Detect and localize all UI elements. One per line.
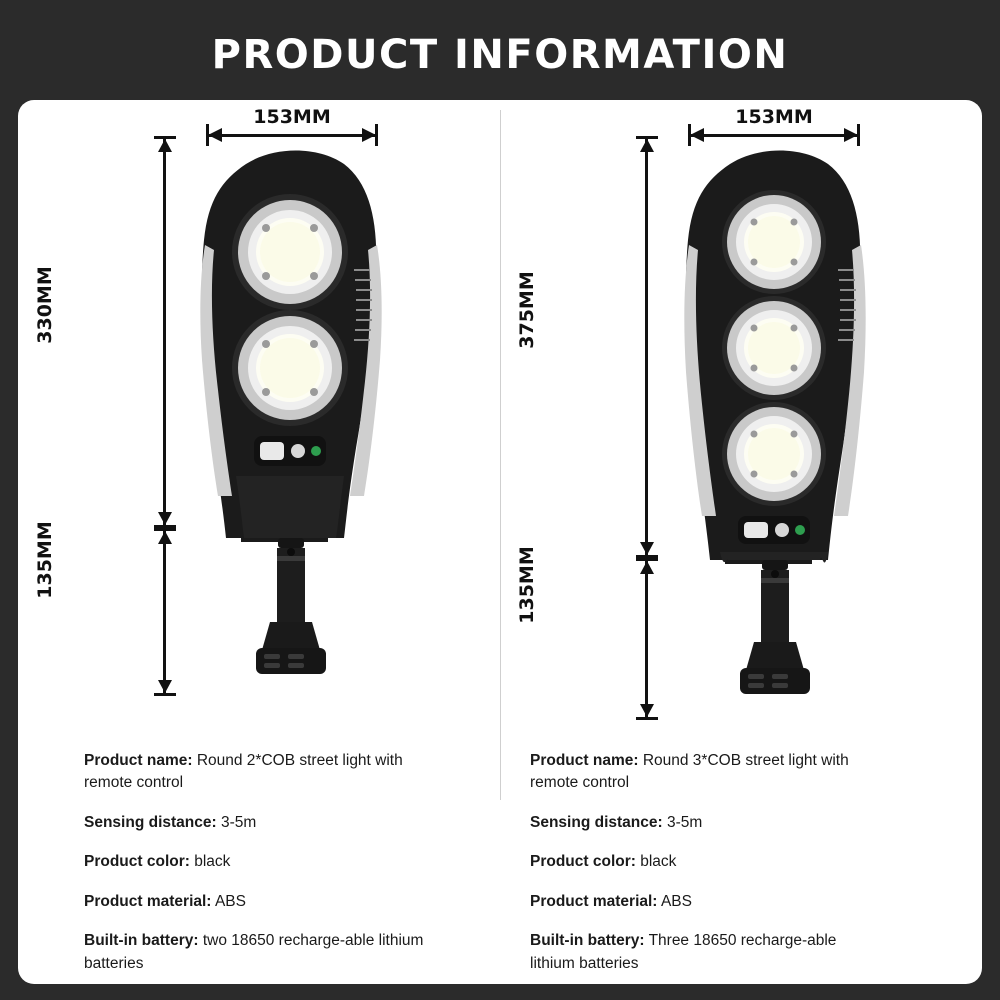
page-title: PRODUCT INFORMATION (211, 32, 789, 78)
dimension-bar (645, 558, 648, 720)
spec-key: Product color: (84, 853, 190, 871)
spec-row (84, 891, 424, 913)
arrow-up-icon (640, 139, 654, 152)
spec-key: Product material: (84, 892, 212, 910)
arrow-up-icon (640, 561, 654, 574)
spec-row (84, 930, 424, 975)
spec-row (530, 891, 870, 913)
width-dimension-label: 153MM (253, 106, 331, 128)
arrow-up-icon (158, 139, 172, 152)
content-card (18, 100, 982, 984)
dimension-bar (163, 528, 166, 696)
spec-key: Sensing distance: (84, 813, 217, 831)
arrow-down-icon (158, 512, 172, 525)
spec-value: Round 3*COB street light with remote control (530, 752, 849, 792)
spec-row (84, 851, 424, 873)
arrow-down-icon (640, 542, 654, 555)
spec-value: black (640, 853, 677, 871)
spec-key: Product name: (84, 752, 193, 769)
product-panel-right (500, 100, 982, 984)
spec-row (530, 812, 870, 834)
spec-key: Product color: (530, 853, 636, 871)
pole-height-label-right: 135MM (516, 546, 538, 624)
spec-value: ABS (214, 892, 246, 910)
spec-value: two 18650 recharge-able lithium batteries (84, 932, 424, 972)
body-height-dimension-left (154, 136, 176, 528)
product-image-3cob (662, 130, 892, 730)
spec-key: Product name: (530, 752, 639, 769)
pole-height-dimension-left (154, 528, 176, 696)
spec-row (84, 750, 424, 795)
spec-value: Three 18650 recharge-able lithium batteries (530, 932, 837, 972)
spec-key: Product material: (530, 892, 658, 910)
specs-right (530, 750, 870, 992)
spec-value: Round 2*COB street light with remote control (84, 752, 403, 792)
product-panel-left (18, 100, 500, 984)
spec-row (530, 750, 870, 795)
pole-height-label-left: 135MM (34, 521, 56, 599)
body-height-label-left: 330MM (34, 266, 56, 344)
spec-value: 3-5m (666, 813, 703, 831)
spec-value: black (194, 853, 231, 871)
specs-left (84, 750, 424, 992)
arrow-down-icon (158, 680, 172, 693)
dimension-bar (163, 136, 166, 528)
spec-row (530, 851, 870, 873)
spec-value: 3-5m (220, 813, 257, 831)
spec-row (530, 930, 870, 975)
body-height-label-right: 375MM (516, 271, 538, 349)
body-height-dimension-right (636, 136, 658, 558)
dimension-bar (645, 136, 648, 558)
spec-value: ABS (660, 892, 692, 910)
spec-row (84, 812, 424, 834)
arrow-up-icon (158, 531, 172, 544)
arrow-down-icon (640, 704, 654, 717)
pole-height-dimension-right (636, 558, 658, 720)
dimension-cap-bottom (154, 693, 176, 696)
spec-key: Built-in battery: (530, 932, 645, 950)
dimension-cap-bottom (636, 717, 658, 720)
spec-key: Built-in battery: (84, 932, 199, 950)
spec-key: Sensing distance: (530, 813, 663, 831)
product-image-2cob (178, 130, 408, 700)
width-dimension-label: 153MM (735, 106, 813, 128)
